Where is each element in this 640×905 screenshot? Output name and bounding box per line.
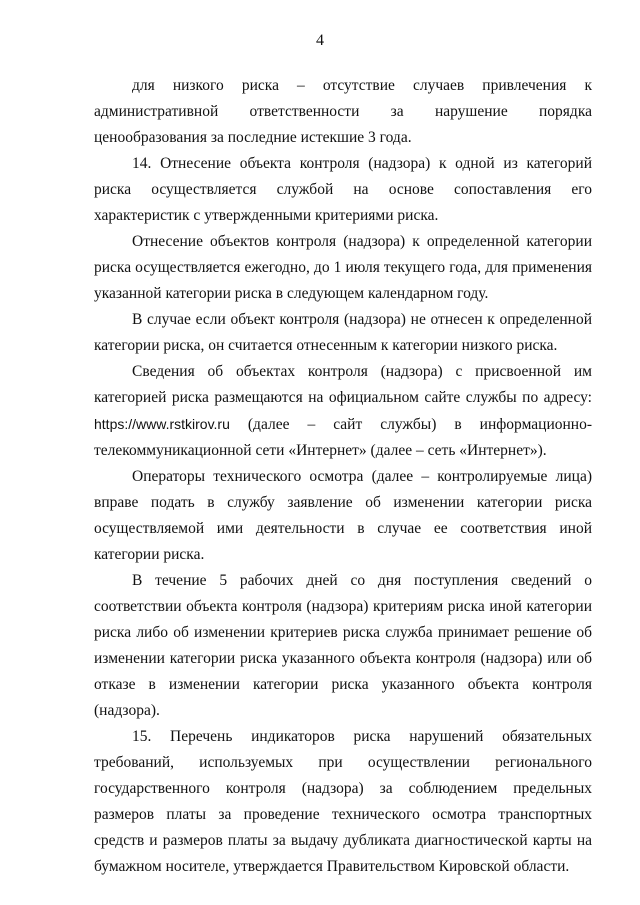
paragraph-default-low-risk: В случае если объект контроля (надзора) не отнесен к определенной категории риска, он считается отнесенным к категории низкого риска. [94,311,592,354]
document-body [94,73,592,880]
website-text-before: Сведения об объектах контроля (надзора) с присвоенной им категорией риска размещаются на официальном сайте службы по адресу: [94,363,592,406]
website-text-after: (далее – сайт службы) в информационно-телекоммуникационной сети «Интернет» (далее – сеть «Интернет»). [94,416,592,459]
paragraph-15: 15. Перечень индикаторов риска нарушений обязательных требований, используемых при осуществлении регионального государственного контроля (надзора) за соблюдением предельных размеров платы за проведение технического осмотра транспортных средств и размеров платы за выдачу дубликата диагностической карты на бумажном носителе, утверждается Правительством Кировской области. [94,728,592,875]
paragraph-operators-request: Операторы технического осмотра (далее – контролируемые лица) вправе подать в службу заявление об изменении категории риска осуществляемой ими деятельности в случае ее соответствия иной категории риска. [94,468,592,563]
website-url[interactable]: https://www.rstkirov.ru [94,416,230,432]
paragraph-website-publication [94,359,592,464]
page-number: 4 [316,32,324,49]
paragraph-five-days-decision: В течение 5 рабочих дней со дня поступления сведений о соответствии объекта контроля (надзора) критериям риска иной категории риска либо об изменении критериев риска служба принимает решение об изменении категории риска указанного объекта контроля (надзора) или об отказе в изменении категории риска указанного объекта контроля (надзора). [94,572,592,719]
paragraph-14: 14. Отнесение объекта контроля (надзора) к одной из категорий риска осуществляется службой на основе сопоставления его характеристик с утвержденными критериями риска. [94,155,592,224]
paragraph-low-risk-criteria: для низкого риска – отсутствие случаев привлечения к административной ответственности за нарушение порядка ценообразования за последние истекшие 3 года. [94,77,592,146]
paragraph-annual-assignment: Отнесение объектов контроля (надзора) к определенной категории риска осуществляется ежегодно, до 1 июля текущего года, для применения указанной категории риска в следующем календарном году. [94,233,592,302]
